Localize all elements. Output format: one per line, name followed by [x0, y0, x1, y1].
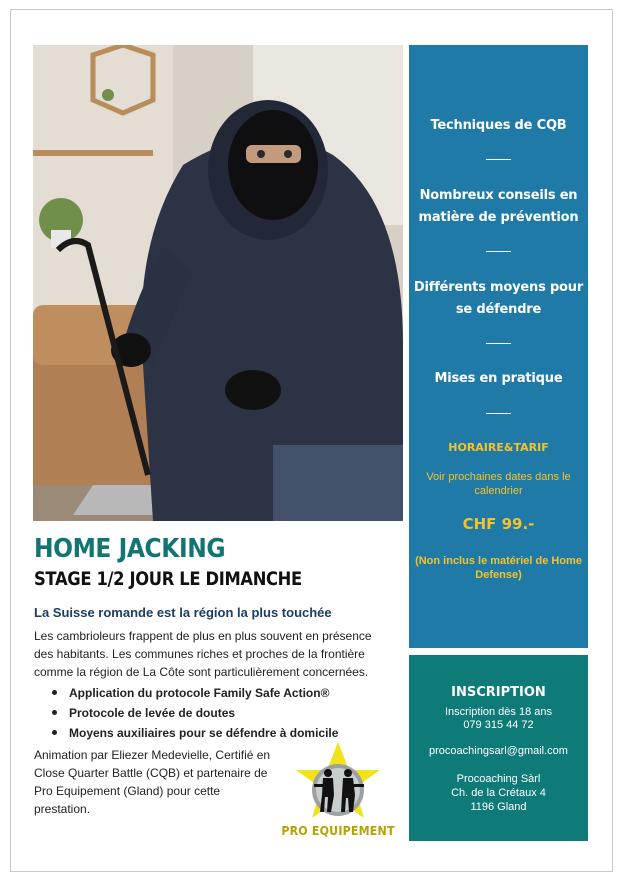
inscription-email[interactable]: procoachingsarl@gmail.com	[429, 745, 568, 757]
bullet-item: Moyens auxiliaires pour se défendre à domicile	[52, 723, 338, 743]
animation-text: Animation par Eliezer Medevielle, Certifié en Close Quarter Battle (CQB) et partenaire de Pro Equipement (Gland) pour cette prestation.	[34, 748, 271, 816]
star-soldiers-icon	[276, 740, 400, 826]
company-name: Procoaching Sàrl	[456, 773, 541, 785]
company-city: 1196 Gland	[470, 801, 527, 813]
inscription-title: INSCRIPTION	[451, 685, 546, 700]
horaire-title: HORAIRE&TARIF	[448, 441, 549, 454]
subheading: La Suisse romande est la région la plus touchée	[34, 605, 332, 620]
logo-text: PRO EQUIPEMENT	[281, 824, 395, 838]
feature-item: Nombreux conseils en matière de prévention	[418, 188, 579, 225]
feature-item: Mises en pratique	[434, 371, 563, 386]
bullet-item: Application du protocole Family Safe Action®	[52, 683, 338, 703]
feature-item: Techniques de CQB	[430, 118, 567, 133]
separator	[486, 343, 511, 344]
separator	[486, 159, 511, 160]
separator	[486, 413, 511, 414]
inscription-panel	[409, 655, 588, 841]
dates-text: Voir prochaines dates dans le calendrier	[426, 471, 571, 497]
pro-equipement-logo	[276, 740, 400, 844]
separator	[486, 251, 511, 252]
inscription-phone[interactable]: 079 315 44 72	[463, 719, 534, 731]
inscription-age: Inscription dès 18 ans	[444, 706, 552, 718]
feature-item: Différents moyens pour se défendre	[413, 280, 584, 317]
bullet-list	[52, 683, 338, 743]
company-street: Ch. de la Crétaux 4	[451, 787, 546, 799]
bullet-item: Protocole de levée de doutes	[52, 703, 338, 723]
intro-paragraph: Les cambrioleurs frappent de plus en plus souvent en présence des habitants. Les communes riches et proches de la frontière comme la région de La Côte sont particulièrement concernées.	[34, 629, 372, 679]
features-panel	[409, 45, 588, 648]
page-title: HOME JACKING	[34, 534, 226, 564]
burglar-photo	[33, 45, 403, 521]
price-note: (Non inclus le matériel de Home Defense)	[415, 555, 582, 581]
price: CHF 99.-	[462, 515, 535, 533]
page-subtitle: STAGE 1/2 JOUR LE DIMANCHE	[34, 568, 302, 590]
